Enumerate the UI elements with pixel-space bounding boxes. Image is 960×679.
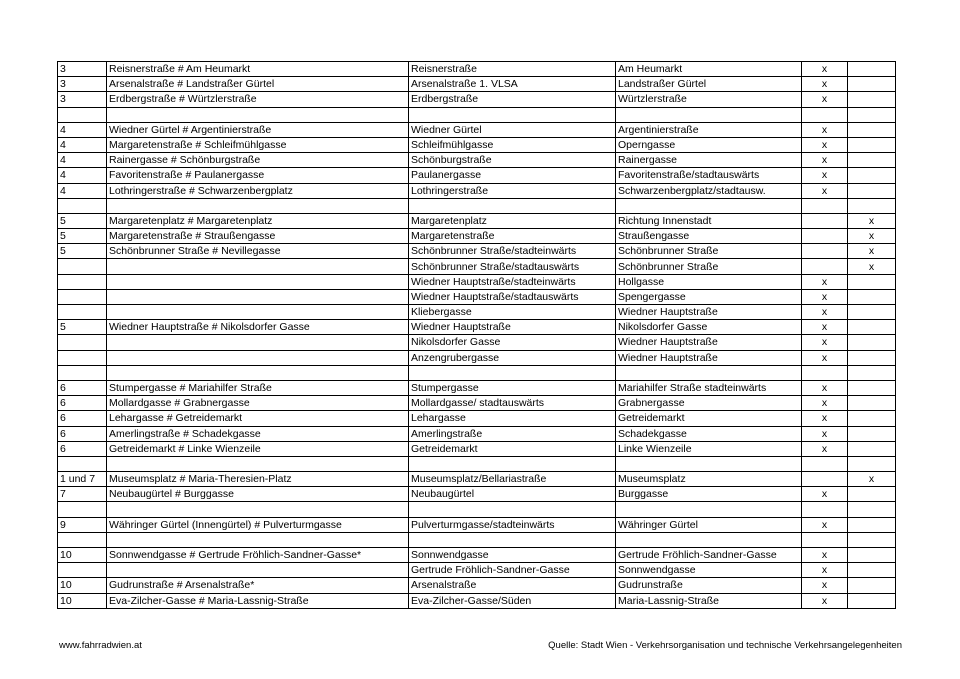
mark-col-1-cell: x (802, 305, 848, 320)
mark-col-2-cell (848, 548, 896, 563)
street-cell: Stumpergasse (409, 380, 616, 395)
direction-cell: Schönbrunner Straße (616, 244, 802, 259)
table-row (58, 107, 896, 122)
mark-col-2-cell (848, 122, 896, 137)
district-cell: 10 (58, 548, 107, 563)
table-row (58, 244, 896, 259)
mark-col-2-cell (848, 441, 896, 456)
mark-col-2-cell: x (848, 213, 896, 228)
direction-cell: Burggasse (616, 487, 802, 502)
mark-col-1-cell: x (802, 578, 848, 593)
crossing-cell: Stumpergasse # Mariahilfer Straße (107, 380, 409, 395)
mark-col-1-cell: x (802, 426, 848, 441)
district-cell: 4 (58, 122, 107, 137)
crossing-cell: Währinger Gürtel (Innengürtel) # Pulverturmgasse (107, 517, 409, 532)
mark-col-2-cell (848, 305, 896, 320)
crossings-table-container (57, 61, 896, 609)
mark-col-2-cell (848, 396, 896, 411)
street-cell: Arsenalstraße (409, 578, 616, 593)
district-cell (58, 335, 107, 350)
mark-col-2-cell: x (848, 229, 896, 244)
crossing-cell (107, 274, 409, 289)
crossing-cell (107, 365, 409, 380)
district-cell (58, 532, 107, 547)
street-cell (409, 532, 616, 547)
mark-col-2-cell: x (848, 244, 896, 259)
street-cell (409, 502, 616, 517)
street-cell: Getreidemarkt (409, 441, 616, 456)
direction-cell: Linke Wienzeile (616, 441, 802, 456)
mark-col-2-cell (848, 563, 896, 578)
crossing-cell: Neubaugürtel # Burggasse (107, 487, 409, 502)
direction-cell: Sonnwendgasse (616, 563, 802, 578)
district-cell (58, 563, 107, 578)
mark-col-2-cell (848, 320, 896, 335)
crossing-cell (107, 350, 409, 365)
crossing-cell: Wiedner Gürtel # Argentinierstraße (107, 122, 409, 137)
direction-cell: Wiedner Hauptstraße (616, 305, 802, 320)
mark-col-2-cell (848, 92, 896, 107)
table-row (58, 259, 896, 274)
street-cell: Neubaugürtel (409, 487, 616, 502)
mark-col-2-cell (848, 578, 896, 593)
direction-cell: Museumsplatz (616, 472, 802, 487)
direction-cell: Währinger Gürtel (616, 517, 802, 532)
direction-cell (616, 532, 802, 547)
mark-col-1-cell (802, 244, 848, 259)
district-cell (58, 502, 107, 517)
district-cell: 5 (58, 244, 107, 259)
street-cell: Nikolsdorfer Gasse (409, 335, 616, 350)
table-row (58, 229, 896, 244)
direction-cell (616, 365, 802, 380)
street-cell: Wiedner Hauptstraße (409, 320, 616, 335)
table-row (58, 380, 896, 395)
district-cell: 10 (58, 578, 107, 593)
mark-col-2-cell (848, 335, 896, 350)
mark-col-1-cell: x (802, 517, 848, 532)
district-cell (58, 305, 107, 320)
crossing-cell: Getreidemarkt # Linke Wienzeile (107, 441, 409, 456)
table-body (58, 62, 896, 609)
district-cell (58, 289, 107, 304)
district-cell: 6 (58, 426, 107, 441)
district-cell: 6 (58, 396, 107, 411)
district-cell: 5 (58, 320, 107, 335)
street-cell: Pulverturmgasse/stadteinwärts (409, 517, 616, 532)
street-cell: Wiedner Gürtel (409, 122, 616, 137)
direction-cell: Maria-Lassnig-Straße (616, 593, 802, 608)
street-cell: Paulanergasse (409, 168, 616, 183)
table-row (58, 213, 896, 228)
crossing-cell: Wiedner Hauptstraße # Nikolsdorfer Gasse (107, 320, 409, 335)
direction-cell (616, 502, 802, 517)
street-cell: Wiedner Hauptstraße/stadteinwärts (409, 274, 616, 289)
crossing-cell (107, 456, 409, 471)
mark-col-1-cell: x (802, 168, 848, 183)
district-cell: 5 (58, 229, 107, 244)
crossing-cell (107, 532, 409, 547)
mark-col-1-cell (802, 502, 848, 517)
district-cell: 3 (58, 92, 107, 107)
street-cell (409, 365, 616, 380)
district-cell (58, 456, 107, 471)
mark-col-1-cell: x (802, 335, 848, 350)
table-row (58, 122, 896, 137)
street-cell (409, 198, 616, 213)
crossings-table (57, 61, 896, 609)
crossing-cell: Margaretenstraße # Schleifmühlgasse (107, 137, 409, 152)
mark-col-2-cell (848, 77, 896, 92)
table-row (58, 487, 896, 502)
table-row (58, 305, 896, 320)
table-row (58, 365, 896, 380)
crossing-cell: Lehargasse # Getreidemarkt (107, 411, 409, 426)
district-cell (58, 365, 107, 380)
footer-source: Quelle: Stadt Wien - Verkehrsorganisation und technische Verkehrsangelegenheiten (548, 640, 902, 651)
street-cell: Reisnerstraße (409, 62, 616, 77)
crossing-cell: Gudrunstraße # Arsenalstraße* (107, 578, 409, 593)
direction-cell: Operngasse (616, 137, 802, 152)
table-row (58, 456, 896, 471)
mark-col-2-cell (848, 365, 896, 380)
table-row (58, 593, 896, 608)
crossing-cell: Rainergasse # Schönburgstraße (107, 153, 409, 168)
mark-col-1-cell (802, 365, 848, 380)
crossing-cell (107, 259, 409, 274)
district-cell: 9 (58, 517, 107, 532)
crossing-cell: Lothringerstraße # Schwarzenbergplatz (107, 183, 409, 198)
district-cell: 4 (58, 137, 107, 152)
street-cell: Amerlingstraße (409, 426, 616, 441)
table-row (58, 168, 896, 183)
direction-cell (616, 107, 802, 122)
district-cell: 6 (58, 411, 107, 426)
table-row (58, 274, 896, 289)
crossing-cell: Erdbergstraße # Würtzlerstraße (107, 92, 409, 107)
direction-cell: Am Heumarkt (616, 62, 802, 77)
mark-col-1-cell (802, 107, 848, 122)
mark-col-1-cell: x (802, 380, 848, 395)
district-cell: 1 und 7 (58, 472, 107, 487)
direction-cell: Würtzlerstraße (616, 92, 802, 107)
mark-col-1-cell: x (802, 92, 848, 107)
mark-col-1-cell (802, 532, 848, 547)
street-cell: Margaretenplatz (409, 213, 616, 228)
mark-col-1-cell (802, 259, 848, 274)
street-cell (409, 107, 616, 122)
district-cell: 4 (58, 153, 107, 168)
street-cell: Arsenalstraße 1. VLSA (409, 77, 616, 92)
table-row (58, 502, 896, 517)
crossing-cell: Reisnerstraße # Am Heumarkt (107, 62, 409, 77)
mark-col-2-cell: x (848, 259, 896, 274)
crossing-cell (107, 289, 409, 304)
street-cell: Gertrude Fröhlich-Sandner-Gasse (409, 563, 616, 578)
direction-cell: Landstraßer Gürtel (616, 77, 802, 92)
mark-col-1-cell: x (802, 396, 848, 411)
street-cell: Margaretenstraße (409, 229, 616, 244)
mark-col-2-cell (848, 426, 896, 441)
street-cell: Wiedner Hauptstraße/stadtauswärts (409, 289, 616, 304)
mark-col-2-cell: x (848, 472, 896, 487)
table-row (58, 198, 896, 213)
table-row (58, 320, 896, 335)
direction-cell: Nikolsdorfer Gasse (616, 320, 802, 335)
street-cell: Museumsplatz/Bellariastraße (409, 472, 616, 487)
district-cell (58, 198, 107, 213)
table-row (58, 289, 896, 304)
mark-col-2-cell (848, 274, 896, 289)
mark-col-2-cell (848, 153, 896, 168)
mark-col-1-cell: x (802, 548, 848, 563)
direction-cell: Wiedner Hauptstraße (616, 350, 802, 365)
street-cell: Kliebergasse (409, 305, 616, 320)
street-cell: Sonnwendgasse (409, 548, 616, 563)
street-cell: Lothringerstraße (409, 183, 616, 198)
mark-col-1-cell: x (802, 137, 848, 152)
direction-cell (616, 198, 802, 213)
street-cell: Schönbrunner Straße/stadtauswärts (409, 259, 616, 274)
mark-col-2-cell (848, 487, 896, 502)
table-row (58, 350, 896, 365)
mark-col-1-cell: x (802, 350, 848, 365)
mark-col-1-cell (802, 472, 848, 487)
mark-col-2-cell (848, 289, 896, 304)
mark-col-1-cell: x (802, 593, 848, 608)
crossing-cell (107, 107, 409, 122)
mark-col-1-cell: x (802, 289, 848, 304)
crossing-cell: Sonnwendgasse # Gertrude Fröhlich-Sandner-Gasse* (107, 548, 409, 563)
crossing-cell (107, 335, 409, 350)
direction-cell (616, 456, 802, 471)
table-row (58, 335, 896, 350)
direction-cell: Hollgasse (616, 274, 802, 289)
district-cell (58, 107, 107, 122)
direction-cell: Schwarzenbergplatz/stadtausw. (616, 183, 802, 198)
direction-cell: Schadekgasse (616, 426, 802, 441)
mark-col-2-cell (848, 62, 896, 77)
street-cell: Anzengrubergasse (409, 350, 616, 365)
crossing-cell: Amerlingstraße # Schadekgasse (107, 426, 409, 441)
mark-col-1-cell (802, 456, 848, 471)
district-cell (58, 274, 107, 289)
mark-col-1-cell: x (802, 563, 848, 578)
crossing-cell: Eva-Zilcher-Gasse # Maria-Lassnig-Straße (107, 593, 409, 608)
street-cell: Mollardgasse/ stadtauswärts (409, 396, 616, 411)
direction-cell: Getreidemarkt (616, 411, 802, 426)
district-cell: 10 (58, 593, 107, 608)
district-cell: 6 (58, 441, 107, 456)
district-cell: 4 (58, 168, 107, 183)
crossing-cell: Arsenalstraße # Landstraßer Gürtel (107, 77, 409, 92)
table-row (58, 548, 896, 563)
table-row (58, 137, 896, 152)
table-row (58, 92, 896, 107)
mark-col-2-cell (848, 411, 896, 426)
table-row (58, 578, 896, 593)
mark-col-1-cell (802, 229, 848, 244)
footer-website: www.fahrradwien.at (59, 640, 142, 651)
mark-col-2-cell (848, 350, 896, 365)
mark-col-1-cell: x (802, 153, 848, 168)
table-row (58, 183, 896, 198)
table-row (58, 441, 896, 456)
mark-col-2-cell (848, 532, 896, 547)
table-row (58, 517, 896, 532)
mark-col-2-cell (848, 137, 896, 152)
direction-cell: Straußengasse (616, 229, 802, 244)
district-cell: 7 (58, 487, 107, 502)
mark-col-1-cell: x (802, 183, 848, 198)
mark-col-1-cell: x (802, 274, 848, 289)
street-cell: Schönburgstraße (409, 153, 616, 168)
crossing-cell (107, 502, 409, 517)
crossing-cell: Margaretenplatz # Margaretenplatz (107, 213, 409, 228)
mark-col-2-cell (848, 517, 896, 532)
direction-cell: Gudrunstraße (616, 578, 802, 593)
crossing-cell: Favoritenstraße # Paulanergasse (107, 168, 409, 183)
crossing-cell: Margaretenstraße # Straußengasse (107, 229, 409, 244)
street-cell: Schleifmühlgasse (409, 137, 616, 152)
mark-col-1-cell: x (802, 122, 848, 137)
street-cell: Lehargasse (409, 411, 616, 426)
district-cell: 3 (58, 62, 107, 77)
mark-col-1-cell: x (802, 441, 848, 456)
mark-col-2-cell (848, 380, 896, 395)
mark-col-1-cell: x (802, 77, 848, 92)
street-cell: Eva-Zilcher-Gasse/Süden (409, 593, 616, 608)
crossing-cell (107, 198, 409, 213)
mark-col-2-cell (848, 593, 896, 608)
crossing-cell: Museumsplatz # Maria-Theresien-Platz (107, 472, 409, 487)
district-cell: 6 (58, 380, 107, 395)
mark-col-2-cell (848, 198, 896, 213)
table-row (58, 62, 896, 77)
mark-col-1-cell (802, 213, 848, 228)
table-row (58, 77, 896, 92)
table-row (58, 472, 896, 487)
table-row (58, 396, 896, 411)
table-row (58, 153, 896, 168)
mark-col-1-cell: x (802, 320, 848, 335)
mark-col-2-cell (848, 107, 896, 122)
street-cell: Schönbrunner Straße/stadteinwärts (409, 244, 616, 259)
crossing-cell: Mollardgasse # Grabnergasse (107, 396, 409, 411)
table-row (58, 563, 896, 578)
table-row (58, 532, 896, 547)
table-row (58, 426, 896, 441)
direction-cell: Favoritenstraße/stadtauswärts (616, 168, 802, 183)
mark-col-2-cell (848, 183, 896, 198)
direction-cell: Rainergasse (616, 153, 802, 168)
mark-col-2-cell (848, 456, 896, 471)
crossing-cell: Schönbrunner Straße # Nevillegasse (107, 244, 409, 259)
mark-col-1-cell: x (802, 62, 848, 77)
direction-cell: Grabnergasse (616, 396, 802, 411)
district-cell: 4 (58, 183, 107, 198)
direction-cell: Richtung Innenstadt (616, 213, 802, 228)
district-cell (58, 350, 107, 365)
direction-cell: Schönbrunner Straße (616, 259, 802, 274)
direction-cell: Argentinierstraße (616, 122, 802, 137)
table-row (58, 411, 896, 426)
mark-col-1-cell: x (802, 411, 848, 426)
direction-cell: Wiedner Hauptstraße (616, 335, 802, 350)
street-cell (409, 456, 616, 471)
district-cell (58, 259, 107, 274)
district-cell: 5 (58, 213, 107, 228)
direction-cell: Gertrude Fröhlich-Sandner-Gasse (616, 548, 802, 563)
direction-cell: Spengergasse (616, 289, 802, 304)
mark-col-1-cell (802, 198, 848, 213)
mark-col-2-cell (848, 168, 896, 183)
district-cell: 3 (58, 77, 107, 92)
mark-col-1-cell: x (802, 487, 848, 502)
crossing-cell (107, 305, 409, 320)
mark-col-2-cell (848, 502, 896, 517)
crossing-cell (107, 563, 409, 578)
direction-cell: Mariahilfer Straße stadteinwärts (616, 380, 802, 395)
street-cell: Erdbergstraße (409, 92, 616, 107)
